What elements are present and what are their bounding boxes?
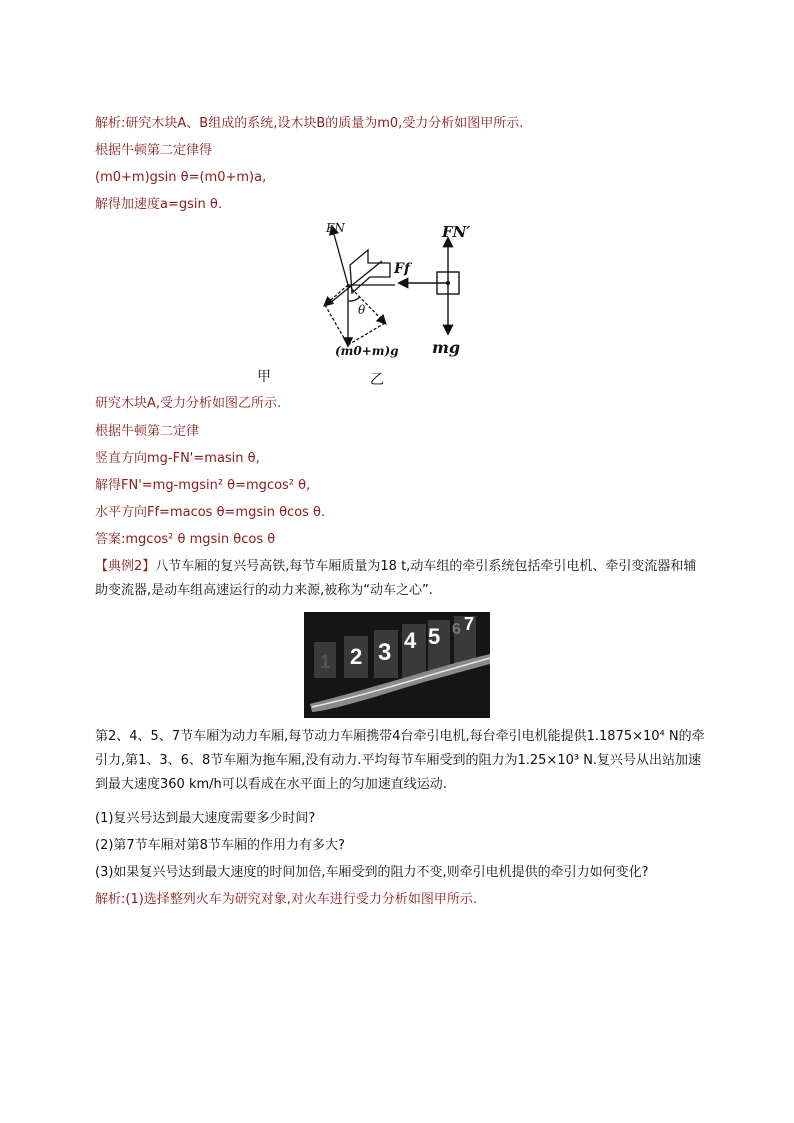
question-1: (1)复兴号达到最大速度需要多少时间?	[95, 811, 316, 826]
label-mg: mg	[432, 338, 461, 357]
label-weight-a: (m0+m)g	[335, 344, 399, 358]
example-tag: 【典例2】	[95, 559, 156, 574]
car-number-4: 4	[404, 628, 417, 653]
example-body: 第2、4、5、7节车厢为动力车厢,每节动力车厢携带4台牵引电机,每台牵引电机能提供1.1875×10⁴ N的牵引力,第1、3、6、8节车厢为拖车厢,没有动力.平均每节车厢受到的阻力为1.25×10³ N.复兴号从出站加速到最大速度360 km/h可以看成在水平面上的匀加速直线运动.	[95, 729, 705, 792]
solution-line-8: 解得FN'=mg-mgsin² θ=mgcos² θ,	[95, 478, 311, 493]
solution-line-1: 解析:研究木块A、B组成的系统,设木块B的质量为m0,受力分析如图甲所示.	[95, 116, 524, 131]
solution-line-4: 解得加速度a=gsin θ.	[95, 197, 222, 212]
car-number-2: 2	[350, 644, 363, 669]
question-3: (3)如果复兴号达到最大速度的时间加倍,车厢受到的阻力不变,则牵引电机提供的牵引力如何变化?	[95, 865, 649, 880]
solution-line-9: 水平方向Ff=macos θ=mgsin θcos θ.	[95, 505, 326, 520]
diagram-b	[400, 239, 459, 333]
example-intro-text: 八节车厢的复兴号高铁,每节车厢质量为18 t,动车组的牵引系统包括牵引电机、牵引变流器和辅助变流器,是动车组高速运行的动力来源,被称为“动车之心”.	[95, 559, 697, 598]
label-ff: Ff	[394, 261, 410, 277]
solution-line-6: 根据牛顿第二定律	[95, 424, 200, 439]
force-diagram	[310, 215, 570, 365]
caption-a: 甲	[257, 369, 271, 385]
car-number-3: 3	[378, 639, 392, 666]
solution-line-5: 研究木块A,受力分析如图乙所示.	[95, 396, 282, 411]
caption-b: 乙	[370, 372, 384, 388]
question-2: (2)第7节车厢对第8节车厢的作用力有多大?	[95, 838, 345, 853]
label-fn: FN	[326, 221, 345, 235]
car-number-5: 5	[428, 624, 441, 649]
answer-line: 答案:mgcos² θ mgsin θcos θ	[95, 532, 276, 547]
example-intro	[95, 555, 707, 603]
train-photo	[304, 612, 490, 718]
car-number-1: 1	[320, 652, 331, 672]
diagram-a	[325, 227, 395, 345]
car-number-7: 7	[464, 614, 475, 634]
car-number-6: 6	[452, 621, 461, 638]
solution-line-7: 竖直方向mg-FN'=masin θ,	[95, 451, 260, 466]
label-theta: θ	[358, 303, 366, 317]
label-fn-prime: FN′	[442, 223, 471, 241]
solution-line-2: 根据牛顿第二定律得	[95, 143, 213, 158]
solution-line-3: (m0+m)gsin θ=(m0+m)a,	[95, 170, 267, 185]
solution-part-1: 解析:(1)选择整列火车为研究对象,对火车进行受力分析如图甲所示.	[95, 892, 478, 907]
